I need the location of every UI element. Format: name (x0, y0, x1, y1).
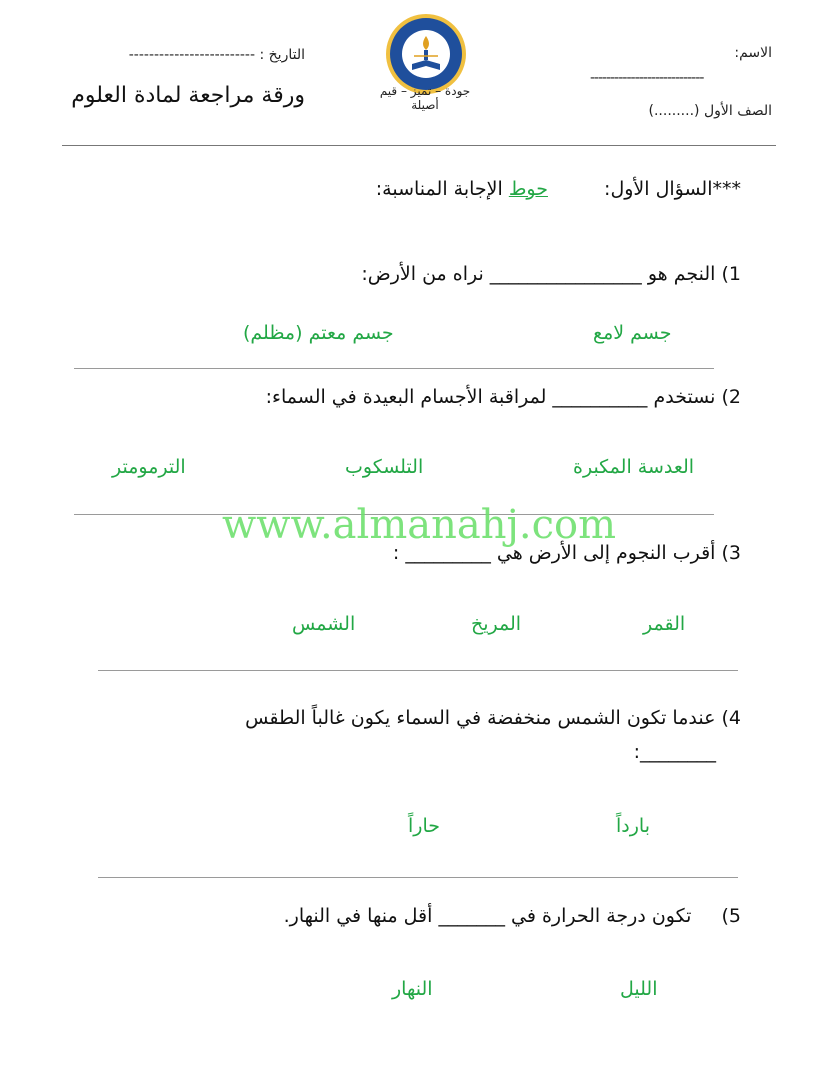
question-5 (284, 905, 741, 927)
watermark: www.almanahj.com (222, 502, 617, 548)
divider (98, 877, 738, 878)
divider (98, 670, 738, 671)
question-3 (393, 542, 741, 564)
question-4 (245, 707, 741, 729)
question-number: 3) (721, 542, 741, 564)
question-number: 5) (721, 905, 741, 927)
q1-option-2[interactable]: جسم معتم (مظلم) (243, 322, 394, 344)
instruction-rest: الإجابة المناسبة: (375, 178, 503, 200)
motto-line-2: أصيلة (411, 98, 439, 112)
motto-line-1: جودة – تميز – قيم (379, 84, 471, 98)
q2-option-3[interactable]: الترمومتر (112, 456, 186, 478)
q4-option-1[interactable]: بارداً (616, 815, 650, 837)
question-number: 4) (721, 707, 741, 729)
question-number: 2) (721, 386, 741, 408)
question-text: تكون درجة الحرارة في _______ أقل منها في النهار. (283, 905, 692, 927)
q5-option-1[interactable]: الليل (620, 978, 658, 1000)
divider (74, 368, 714, 369)
question-number: 1) (721, 263, 741, 285)
name-line[interactable]: ---------------------------- (590, 70, 704, 86)
question-text: أقرب النجوم إلى الأرض هي _________ : (392, 542, 716, 564)
date-label[interactable]: التاريخ : ------------------------- (128, 47, 305, 63)
question-2 (266, 386, 741, 408)
page-title: ورقة مراجعة لمادة العلوم (71, 83, 305, 108)
q5-option-2[interactable]: النهار (392, 978, 433, 1000)
instruction (376, 178, 741, 200)
q3-option-2[interactable]: المريخ (471, 613, 522, 635)
question-1 (361, 263, 741, 285)
question-text: النجم هو ________________ نراه من الأرض: (361, 263, 716, 285)
q3-option-1[interactable]: القمر (643, 613, 686, 635)
instruction-prefix: ***السؤال الأول: (604, 178, 741, 200)
header-divider (62, 145, 776, 146)
name-label: الاسم: (734, 45, 772, 61)
question-text: عندما تكون الشمس منخفضة في السماء يكون غالباً الطقس (245, 707, 716, 729)
question-text: نستخدم __________ لمراقبة الأجسام البعيدة في السماء: (265, 386, 716, 408)
class-label: الصف الأول (.........) (648, 103, 772, 119)
question-4-continuation: ________: (633, 741, 716, 763)
q2-option-2[interactable]: التلسكوب (345, 456, 424, 478)
q2-option-1[interactable]: العدسة المكبرة (573, 456, 695, 478)
q1-option-1[interactable]: جسم لامع (593, 322, 672, 344)
instruction-highlight: حوط (508, 178, 548, 200)
q3-option-3[interactable]: الشمس (292, 613, 356, 635)
q4-option-2[interactable]: حاراً (408, 815, 440, 837)
